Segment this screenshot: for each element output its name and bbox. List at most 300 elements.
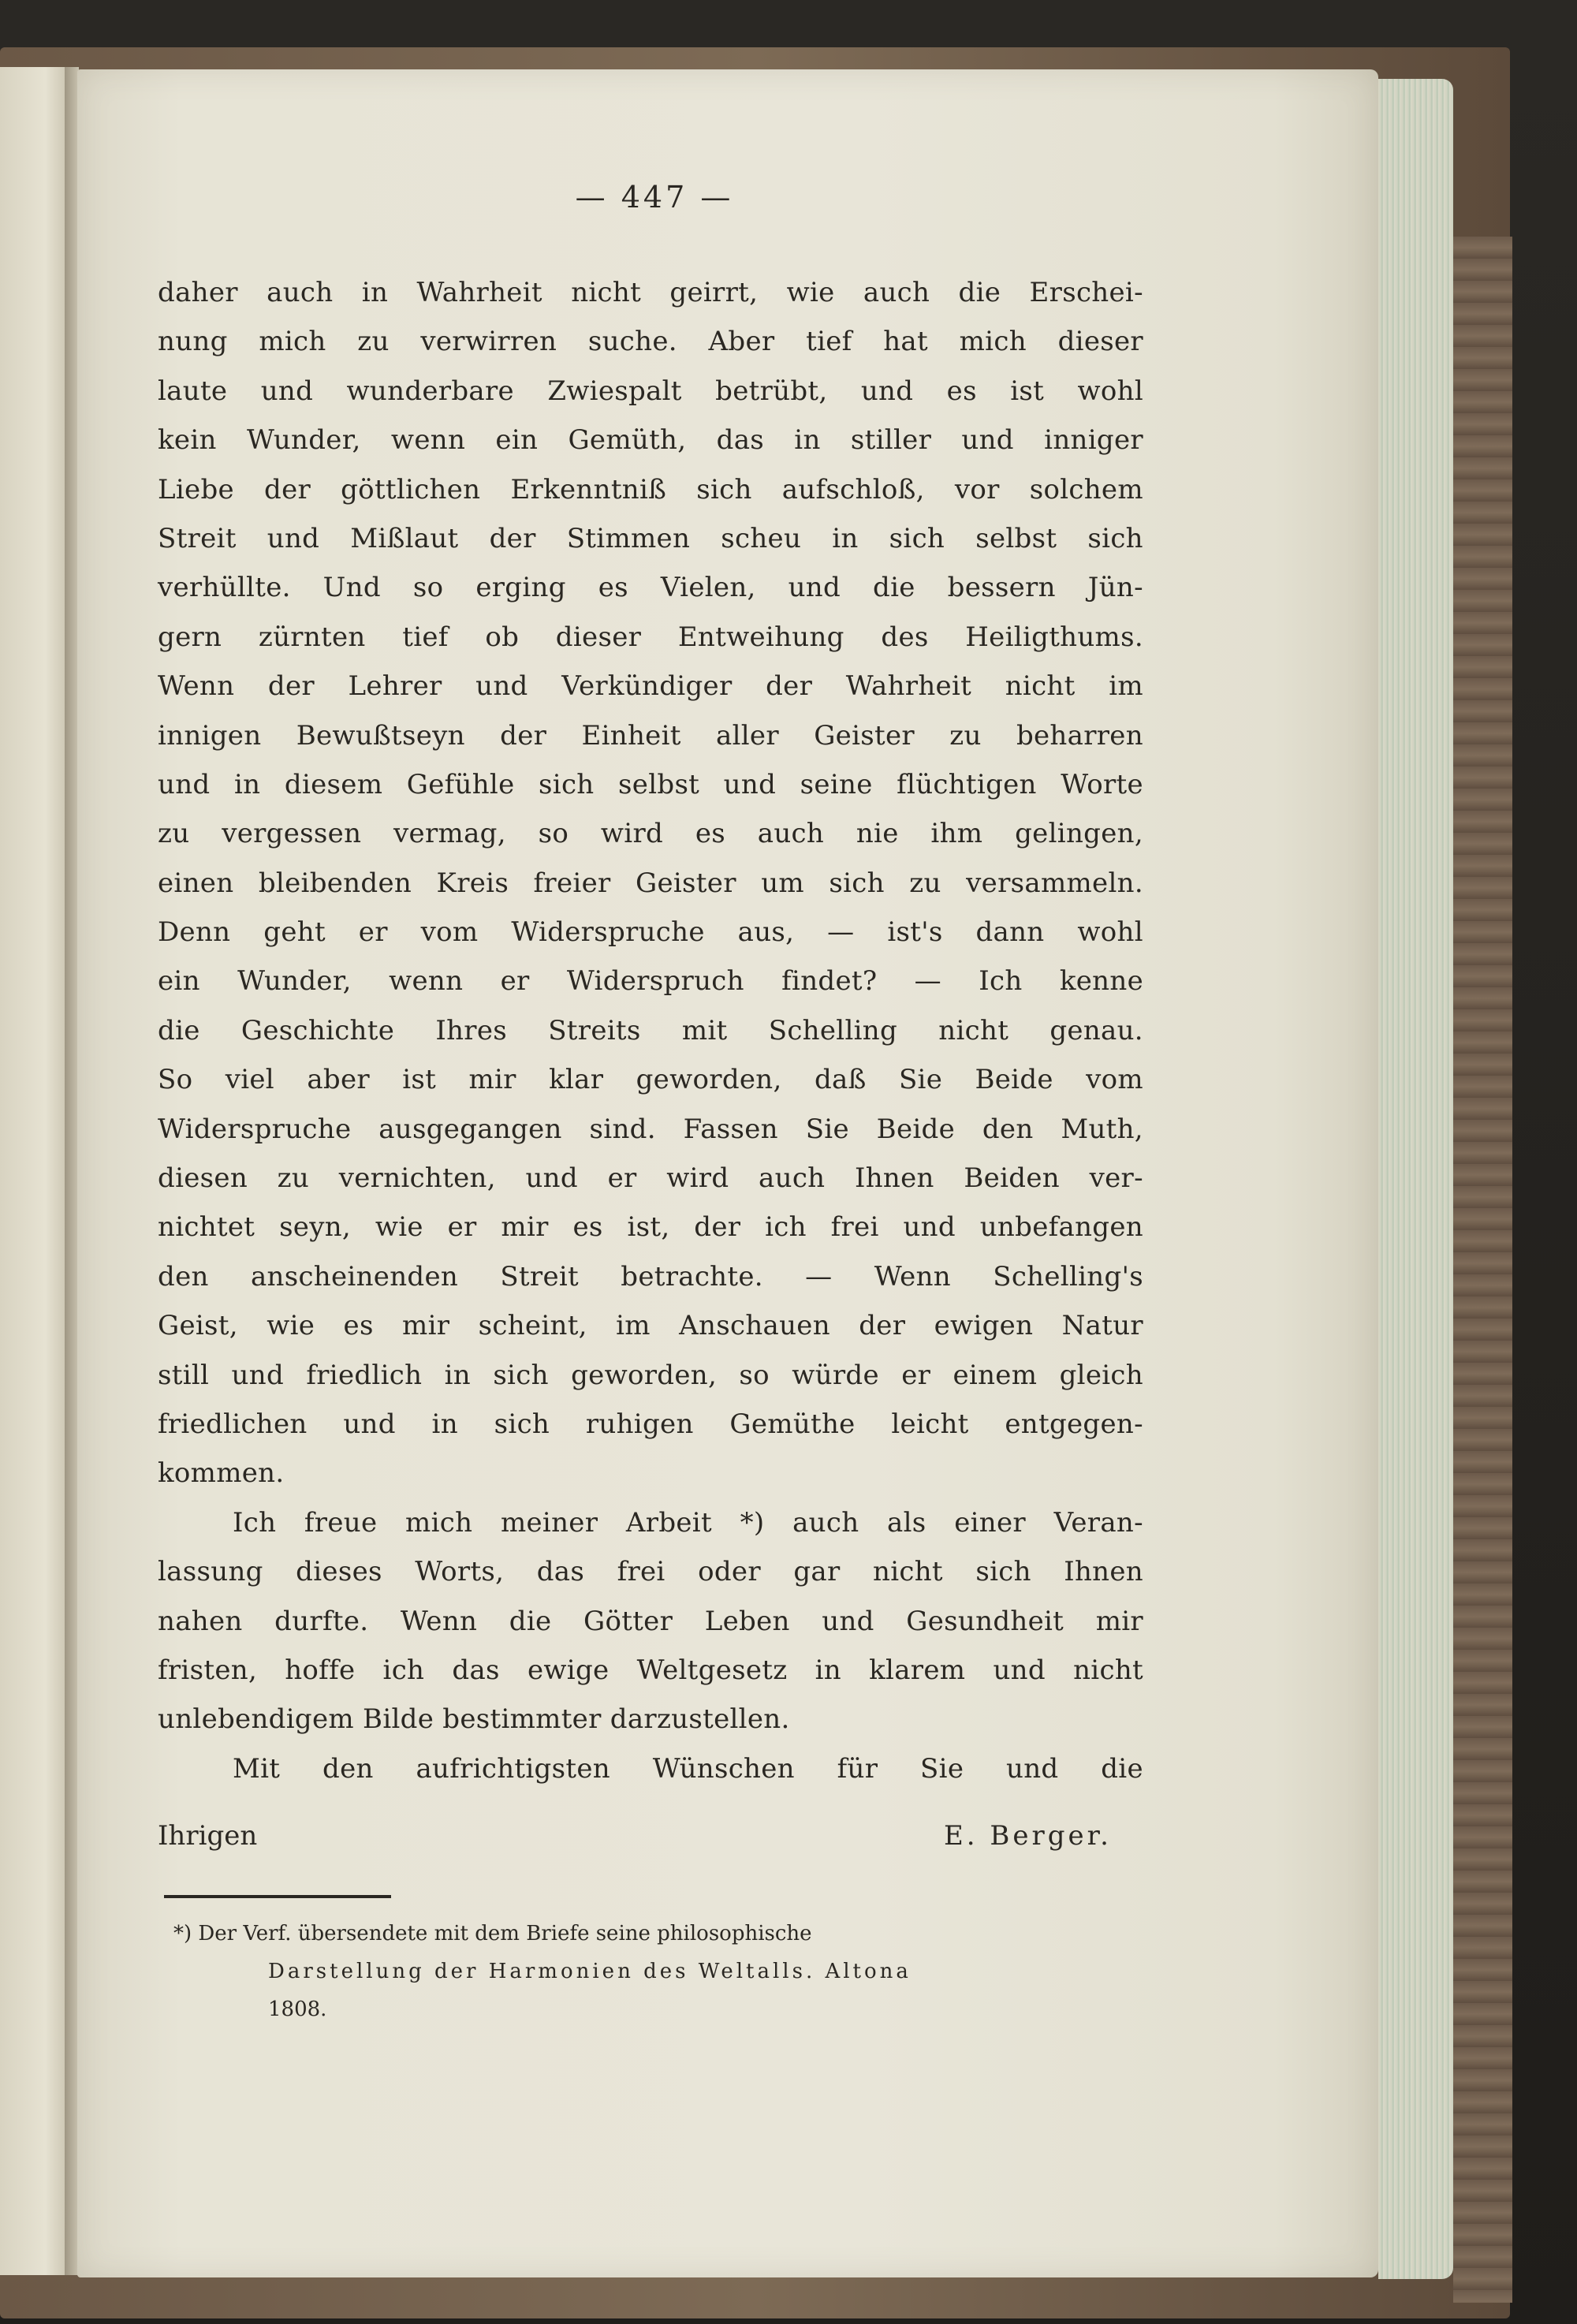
word: Ich <box>979 965 1023 998</box>
word: sich <box>493 1359 549 1391</box>
word: nichtet <box>158 1211 255 1244</box>
word: das <box>452 1654 500 1686</box>
word: gar <box>793 1556 841 1588</box>
word: die <box>509 1605 552 1637</box>
word: und <box>231 1359 285 1391</box>
word: des <box>881 621 929 653</box>
word: Widerspruche <box>158 1113 352 1145</box>
word: das <box>536 1556 585 1588</box>
word: vermag, <box>393 818 506 850</box>
word: Ihres <box>435 1014 508 1046</box>
word: erging <box>475 572 566 604</box>
text-line <box>158 760 1143 809</box>
word: nicht <box>1005 670 1076 703</box>
word: einem <box>953 1359 1038 1391</box>
word: Veran- <box>1053 1506 1143 1539</box>
text-line <box>158 563 1143 612</box>
word: und <box>903 1211 956 1244</box>
word: und <box>475 670 528 703</box>
word: Arbeit <box>625 1506 712 1539</box>
word: aus, <box>737 916 795 949</box>
word: selbst <box>618 768 700 800</box>
word: freue <box>304 1506 378 1539</box>
word: aufrichtigsten <box>416 1752 610 1785</box>
word: Streit <box>158 522 237 554</box>
footnote-line: 1808. <box>268 1998 327 2021</box>
word: gelingen, <box>1015 818 1143 850</box>
word: es <box>598 572 628 604</box>
word: Wahrheit <box>845 670 972 703</box>
word: und <box>1006 1752 1059 1785</box>
word: Bewußtseyn <box>296 719 465 752</box>
word: aber <box>307 1064 370 1096</box>
word: geht <box>263 916 326 949</box>
word: Aber <box>708 326 775 358</box>
word: auch <box>267 277 334 308</box>
word: mir <box>1095 1605 1143 1637</box>
word: betrübt, <box>715 375 828 407</box>
word: er <box>901 1359 931 1391</box>
word: es <box>572 1211 603 1244</box>
word: Wunder, <box>237 965 352 998</box>
word: sich <box>1087 522 1143 554</box>
word: mit <box>681 1014 728 1046</box>
text-line <box>158 1055 1143 1104</box>
word: zu <box>158 818 190 850</box>
text-line <box>158 908 1143 957</box>
word: hoffe <box>285 1654 356 1686</box>
word: klarem <box>869 1654 966 1686</box>
word: sich <box>975 1556 1031 1588</box>
text-line <box>158 1547 1143 1596</box>
word: wie <box>375 1211 423 1244</box>
word: Sie <box>805 1113 849 1145</box>
word: vor <box>954 473 1000 505</box>
text-line <box>158 711 1143 760</box>
word: in <box>444 1359 471 1391</box>
word: mir <box>468 1064 516 1096</box>
word: bessern <box>947 572 1056 604</box>
word: ist <box>402 1064 437 1096</box>
word: es <box>343 1310 374 1342</box>
word: Worts, <box>415 1556 505 1588</box>
word: so <box>538 818 569 850</box>
word: ewigen <box>934 1310 1034 1342</box>
word: wunderbare <box>346 375 514 407</box>
word: meiner <box>500 1506 598 1539</box>
word: Heiligthums. <box>965 621 1143 653</box>
word: entgegen- <box>1005 1408 1143 1440</box>
word: und <box>260 375 314 407</box>
word: Ich <box>233 1506 277 1539</box>
word: ver- <box>1089 1162 1143 1195</box>
word: frei <box>617 1556 665 1588</box>
word: stiller <box>850 424 932 457</box>
word: im <box>1109 670 1143 703</box>
word: ausgegangen <box>378 1113 562 1145</box>
word: Wünschen <box>652 1752 795 1785</box>
word: Wahrheit <box>416 277 542 308</box>
word: sich <box>829 867 885 899</box>
text-line <box>158 1351 1143 1400</box>
word: Geister <box>814 719 915 752</box>
word: der <box>859 1310 906 1342</box>
word: viel <box>225 1064 274 1096</box>
word: ist <box>1010 375 1045 407</box>
word: unbefangen <box>979 1211 1143 1244</box>
word: Widerspruche <box>511 916 705 949</box>
word: und <box>993 1654 1046 1686</box>
word: Und <box>322 572 381 604</box>
word: ist, <box>627 1211 670 1244</box>
word: — <box>827 916 855 949</box>
word: für <box>837 1752 878 1785</box>
word: Wenn <box>158 670 235 703</box>
word: nicht <box>873 1556 943 1588</box>
word: *) <box>740 1506 765 1539</box>
word: Wenn <box>400 1605 478 1637</box>
word: als <box>887 1506 926 1539</box>
word: Gemüth, <box>568 424 687 457</box>
word: Sie <box>920 1752 964 1785</box>
text-line <box>158 957 1143 1005</box>
footnote-line: *) Der Verf. übersendete mit dem Briefe seine philosophische <box>173 1922 812 1945</box>
text-line <box>158 1301 1143 1350</box>
word: und <box>860 375 914 407</box>
word: und <box>822 1605 874 1637</box>
word: wie <box>786 277 835 308</box>
word: der <box>500 719 547 752</box>
word: diesen <box>158 1162 248 1195</box>
word: es <box>695 818 726 850</box>
word: sich <box>696 473 752 505</box>
word: nahen <box>158 1605 243 1637</box>
word: nicht <box>571 277 642 308</box>
word: und <box>961 424 1014 457</box>
word: Wunder, <box>246 424 361 457</box>
word: Anschauen <box>679 1310 830 1342</box>
left-page-edge <box>0 67 67 2275</box>
word: mir <box>501 1211 549 1244</box>
word: leicht <box>891 1408 969 1440</box>
word: nie <box>856 818 899 850</box>
word: Geist, <box>158 1310 238 1342</box>
word: Muth, <box>1061 1113 1143 1145</box>
word: scheu <box>721 522 802 554</box>
text-line <box>158 662 1143 711</box>
word: tief <box>402 621 449 653</box>
word: den <box>982 1113 1034 1145</box>
word: Vielen, <box>660 572 756 604</box>
word: fristen, <box>158 1654 258 1686</box>
word: auch <box>792 1506 859 1539</box>
word: Mit <box>233 1752 281 1785</box>
word: Lehrer <box>348 670 442 703</box>
word: auch <box>863 277 930 308</box>
word: Gesundheit <box>906 1605 1064 1637</box>
page-edges <box>1378 79 1453 2279</box>
text-line: kommen. <box>158 1457 285 1490</box>
word: er <box>500 965 530 998</box>
word: zu <box>949 719 982 752</box>
word: verwirren <box>420 326 557 358</box>
word: der <box>766 670 813 703</box>
word: ich <box>382 1654 425 1686</box>
word: seyn, <box>279 1211 352 1244</box>
word: nicht <box>938 1014 1009 1046</box>
word: dann <box>975 916 1045 949</box>
word: kenne <box>1059 965 1143 998</box>
word: gleich <box>1059 1359 1143 1391</box>
text-line <box>158 1105 1143 1154</box>
word: und <box>525 1162 578 1195</box>
text-line <box>158 613 1143 662</box>
word: Beide <box>975 1064 1053 1096</box>
word: in <box>431 1408 458 1440</box>
word: innigen <box>158 719 262 752</box>
word: Mißlaut <box>350 522 459 554</box>
word: mich <box>959 326 1027 358</box>
word: still <box>158 1359 210 1391</box>
text-line <box>158 1597 1143 1646</box>
word: wird <box>600 818 664 850</box>
word: ihm <box>930 818 983 850</box>
text-line <box>158 1400 1143 1449</box>
word: Liebe <box>158 473 234 505</box>
word: Beiden <box>964 1162 1060 1195</box>
cover-edge-right <box>1453 237 1512 2303</box>
word: verhüllte. <box>158 572 291 604</box>
text-line <box>158 514 1143 563</box>
word: und <box>723 768 777 800</box>
word: er <box>358 916 388 949</box>
word: Entweihung <box>677 621 844 653</box>
word: suche. <box>587 326 677 358</box>
word: Schelling <box>768 1014 898 1046</box>
word: Geister <box>636 867 736 899</box>
word: geirrt, <box>669 277 759 308</box>
word: göttlichen <box>341 473 481 505</box>
word: friedlichen <box>158 1408 308 1440</box>
word: scheint, <box>478 1310 587 1342</box>
word: anscheinenden <box>250 1260 459 1293</box>
word: mir <box>402 1310 450 1342</box>
word: Worte <box>1061 768 1143 800</box>
word: Verkündiger <box>561 670 733 703</box>
word: um <box>761 867 804 899</box>
word: wie <box>267 1310 315 1342</box>
word: dieses <box>296 1556 382 1588</box>
word: Natur <box>1061 1310 1143 1342</box>
word: durfte. <box>274 1605 369 1637</box>
word: sich <box>539 768 595 800</box>
text-line <box>158 1006 1143 1055</box>
word: ruhigen <box>585 1408 694 1440</box>
footnote-rule <box>164 1895 391 1898</box>
word: beharren <box>1016 719 1143 752</box>
word: inniger <box>1044 424 1143 457</box>
word: einer <box>954 1506 1026 1539</box>
word: wenn <box>389 965 464 998</box>
word: sind. <box>589 1113 656 1145</box>
word: der <box>694 1211 741 1244</box>
word: findet? <box>781 965 878 998</box>
word: zu <box>357 326 390 358</box>
word: seine <box>800 768 873 800</box>
word: dieser <box>1057 326 1143 358</box>
word: er <box>447 1211 477 1244</box>
word: ewige <box>527 1654 610 1686</box>
word: die <box>873 572 915 604</box>
text-line <box>158 268 1143 317</box>
word: Wenn <box>874 1260 951 1293</box>
word: Zwiespalt <box>547 375 682 407</box>
word: die <box>1101 1752 1143 1785</box>
word: vergessen <box>222 818 362 850</box>
word: tief <box>806 326 852 358</box>
word: Erschei- <box>1029 277 1143 308</box>
word: kein <box>158 424 217 457</box>
word: mich <box>259 326 326 358</box>
word: zürnten <box>258 621 366 653</box>
word: Jün- <box>1087 572 1143 604</box>
word: die <box>158 1014 200 1046</box>
word: in <box>794 424 821 457</box>
word: wenn <box>390 424 466 457</box>
word: der <box>267 670 315 703</box>
text-line <box>158 367 1143 416</box>
word: und <box>267 522 320 554</box>
word: vom <box>420 916 479 949</box>
word: Fassen <box>683 1113 778 1145</box>
word: geworden, <box>636 1064 782 1096</box>
word: ist's <box>887 916 943 949</box>
word: der <box>264 473 311 505</box>
word: mich <box>405 1506 473 1539</box>
word: und <box>158 768 211 800</box>
word: es <box>946 375 977 407</box>
word: der <box>489 522 536 554</box>
word: bleibenden <box>258 867 412 899</box>
word: Ihnen <box>1064 1556 1143 1588</box>
text-line <box>158 317 1143 366</box>
word: einen <box>158 867 234 899</box>
word: Gefühle <box>406 768 515 800</box>
word: Erkenntniß <box>510 473 667 505</box>
word: ich <box>765 1211 807 1244</box>
word: Beide <box>876 1113 956 1145</box>
word: betrachte. <box>621 1260 763 1293</box>
text-line <box>158 1252 1143 1301</box>
word: er <box>607 1162 637 1195</box>
word: und <box>343 1408 396 1440</box>
word: daher <box>158 277 238 308</box>
word: geworden, <box>571 1359 718 1391</box>
footnote-line: Darstellung der Harmonien des Weltalls. Altona <box>268 1960 912 1983</box>
word: den <box>158 1260 209 1293</box>
word: — <box>914 965 941 998</box>
word: versammeln. <box>966 867 1143 899</box>
text-line <box>158 1646 1143 1695</box>
word: hat <box>883 326 928 358</box>
word: zu <box>909 867 941 899</box>
text-line <box>158 1154 1143 1203</box>
text-line <box>158 465 1143 514</box>
word: vernichten, <box>338 1162 496 1195</box>
word: Denn <box>158 916 231 949</box>
word: sich <box>889 522 945 554</box>
word: würde <box>792 1359 879 1391</box>
word: in <box>361 277 389 308</box>
word: Sie <box>898 1064 943 1096</box>
word: in <box>815 1654 841 1686</box>
word: flüchtigen <box>897 768 1037 800</box>
text-line <box>158 859 1143 908</box>
text-line <box>158 416 1143 464</box>
word: daß <box>814 1064 867 1096</box>
word: sich <box>494 1408 550 1440</box>
word: Ihnen <box>855 1162 934 1195</box>
page-number: — 447 — <box>575 180 734 214</box>
word: aller <box>716 719 779 752</box>
word: nung <box>158 326 228 358</box>
word: Einheit <box>581 719 681 752</box>
signature: E. Berger. <box>943 1820 1112 1852</box>
body-text <box>158 268 1143 1793</box>
word: genau. <box>1049 1014 1143 1046</box>
word: den <box>322 1752 374 1785</box>
word: Geschichte <box>240 1014 395 1046</box>
word: — <box>805 1260 833 1293</box>
footnote <box>173 1915 1151 2028</box>
word: wohl <box>1077 916 1143 949</box>
word: solchem <box>1029 473 1143 505</box>
word: Kreis <box>436 867 509 899</box>
word: selbst <box>975 522 1057 554</box>
word: klar <box>549 1064 604 1096</box>
word: und <box>788 572 841 604</box>
text-line <box>158 1203 1143 1252</box>
word: wohl <box>1077 375 1143 407</box>
word: Gemüthe <box>729 1408 856 1440</box>
word: zu <box>277 1162 310 1195</box>
word: Schelling's <box>993 1260 1143 1293</box>
word: laute <box>158 375 228 407</box>
word: diesem <box>284 768 383 800</box>
word: frei <box>830 1211 879 1244</box>
word: ein <box>158 965 200 998</box>
word: Stimmen <box>566 522 691 554</box>
word: in <box>233 768 261 800</box>
word: so <box>739 1359 770 1391</box>
word: Leben <box>704 1605 790 1637</box>
word: lassung <box>158 1556 263 1588</box>
word: freier <box>533 867 611 899</box>
text-line <box>158 1744 1143 1793</box>
text-line <box>158 809 1143 858</box>
word: auch <box>757 818 825 850</box>
word: dieser <box>555 621 642 653</box>
word: so <box>412 572 444 604</box>
word: Weltgesetz <box>636 1654 788 1686</box>
word: das <box>716 424 765 457</box>
text-line <box>158 1498 1143 1547</box>
word: wird <box>666 1162 729 1195</box>
letter-closing <box>158 1820 1143 1869</box>
word: gern <box>158 621 222 653</box>
word: friedlich <box>306 1359 423 1391</box>
word: Götter <box>583 1605 673 1637</box>
